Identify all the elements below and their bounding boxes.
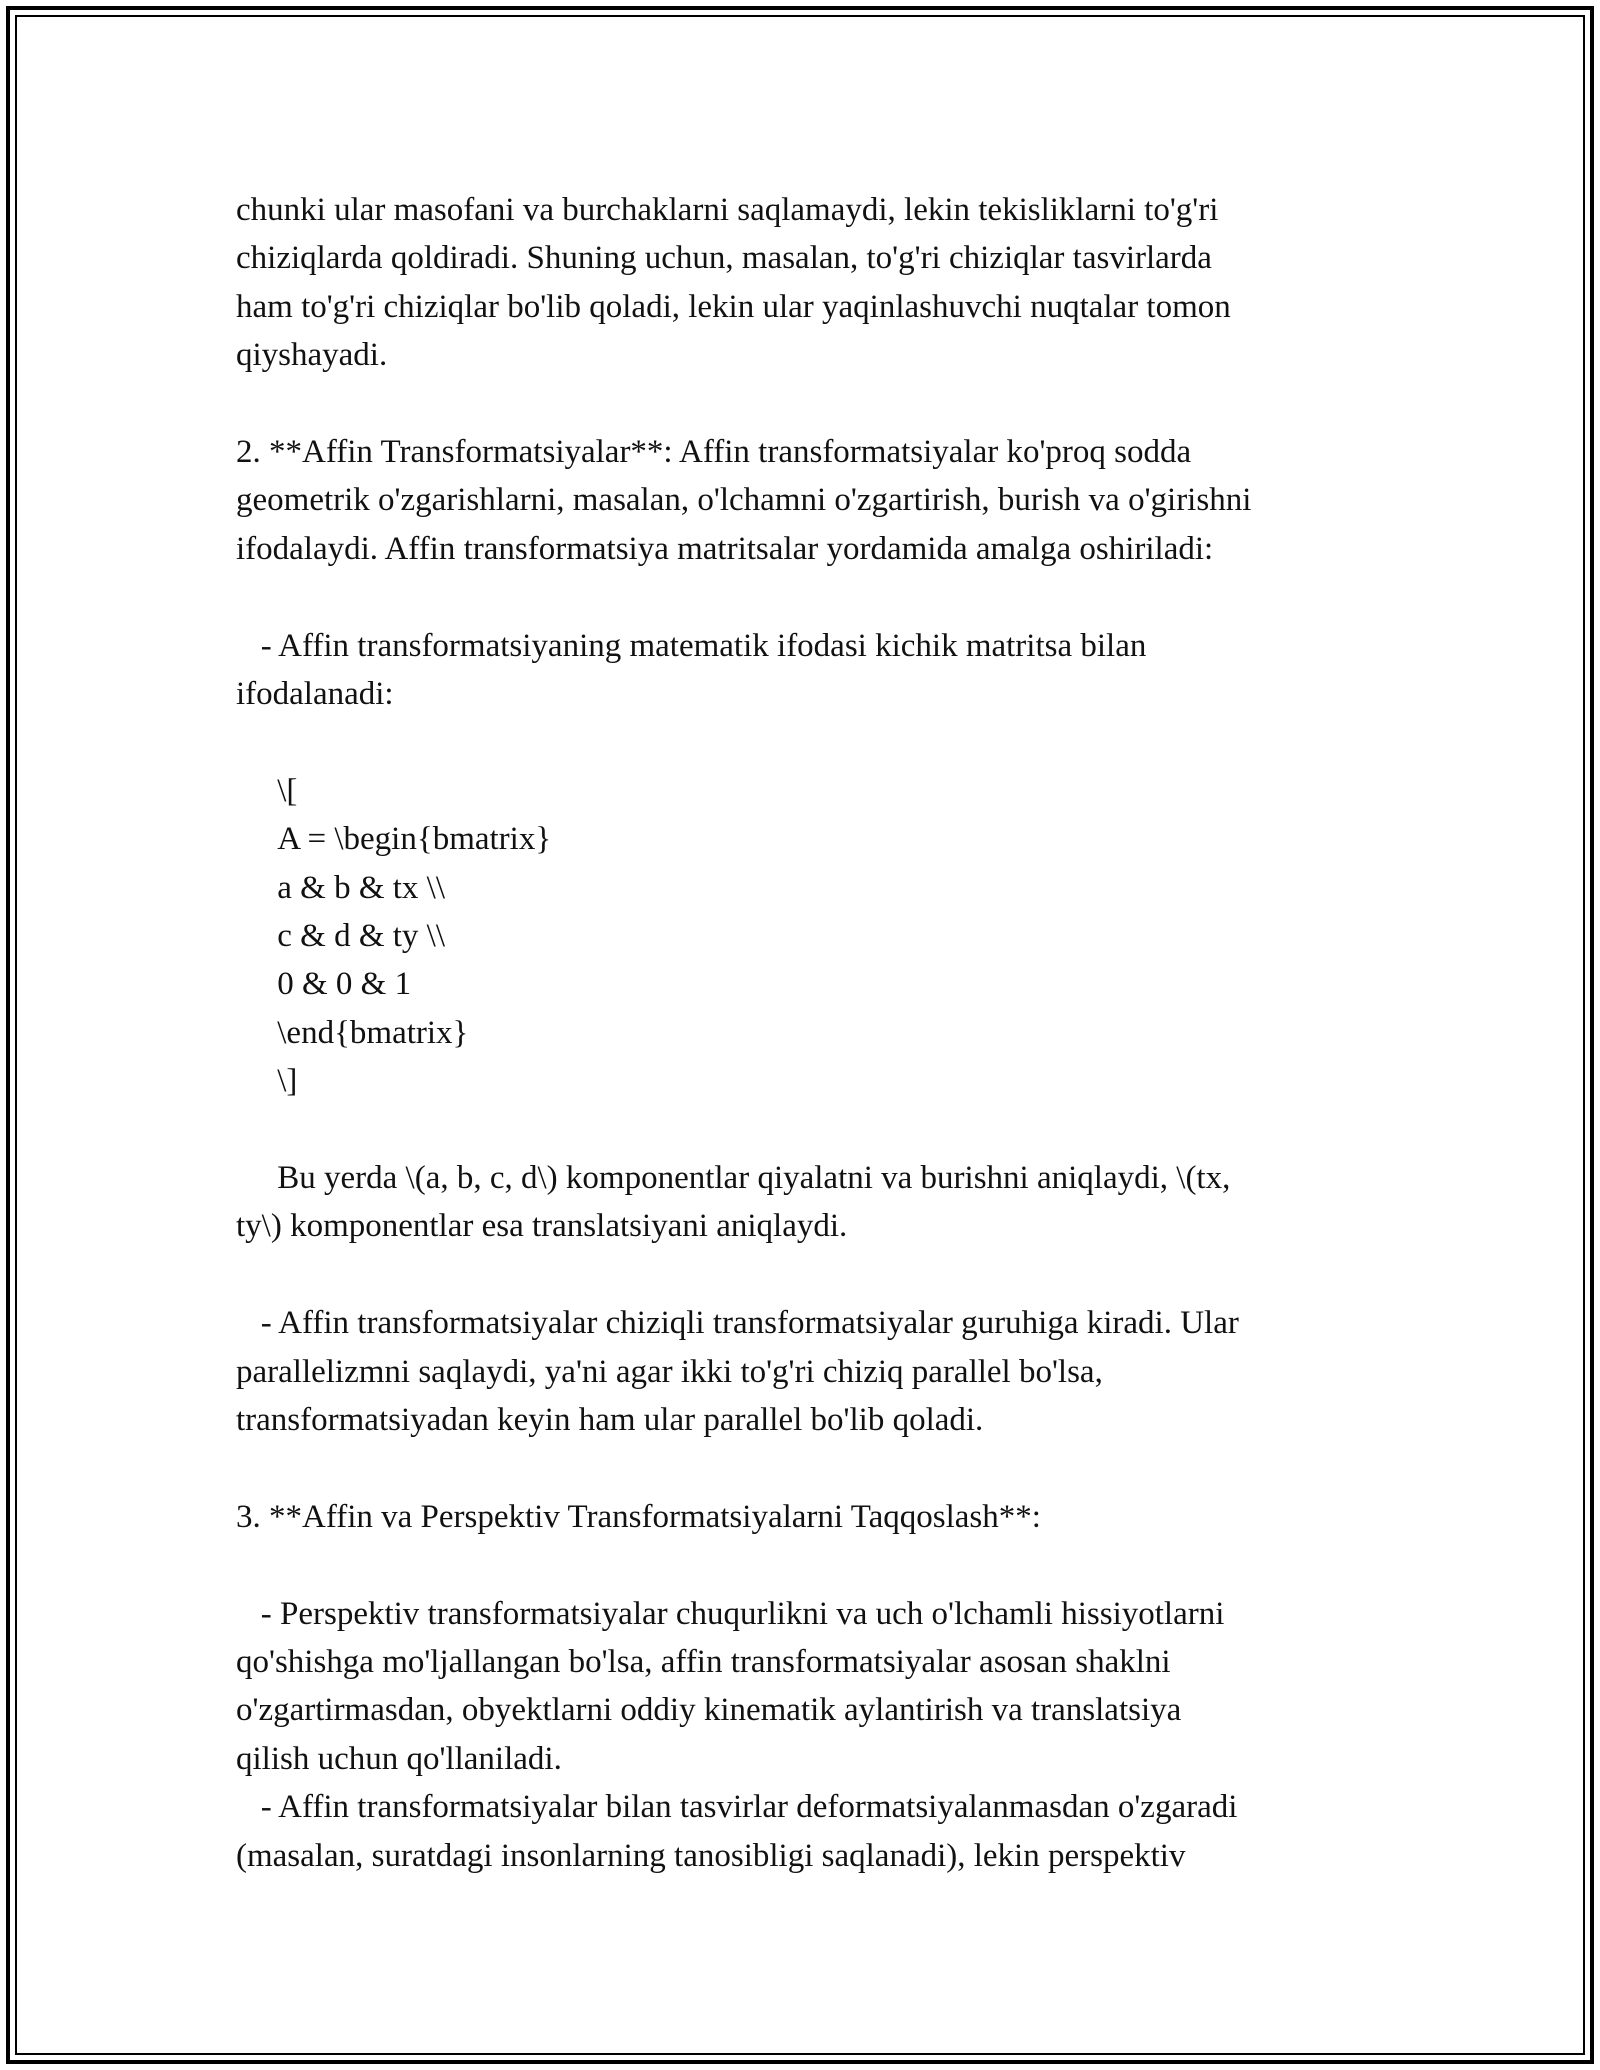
- text-line: parallelizmni saqlaydi, ya'ni agar ikki to'g'ri chiziq parallel bo'lsa,: [236, 1353, 1103, 1390]
- text-line: 0 & 0 & 1: [236, 966, 412, 1003]
- text-line: (masalan, suratdagi insonlarning tanosibligi saqlanadi), lekin perspektiv: [236, 1837, 1186, 1874]
- blank-line: [236, 1106, 1386, 1154]
- text-line: ty\) komponentlar esa translatsiyani aniqlaydi.: [236, 1208, 848, 1245]
- text-line: geometrik o'zgarishlarni, masalan, o'lchamni o'zgartirish, burish va o'girishni: [236, 482, 1252, 519]
- text-line: qiyshayadi.: [236, 337, 388, 374]
- blank-line: [236, 573, 1386, 621]
- text-line: chiziqlarda qoldiradi. Shuning uchun, masalan, to'g'ri chiziqlar tasvirlarda: [236, 240, 1212, 277]
- blank-line: [236, 1541, 1386, 1589]
- text-line: - Affin transformatsiyaning matematik ifodasi kichik matritsa bilan: [236, 627, 1147, 664]
- text-line: a & b & tx \\: [236, 869, 445, 906]
- text-line: - Affin transformatsiyalar chiziqli transformatsiyalar guruhiga kiradi. Ular: [236, 1305, 1239, 1342]
- text-line: chunki ular masofani va burchaklarni saqlamaydi, lekin tekisliklarni to'g'ri: [236, 192, 1219, 228]
- blank-line: [236, 1251, 1386, 1299]
- text-line: c & d & ty \\: [236, 918, 445, 955]
- text-line: o'zgartirmasdan, obyektlarni oddiy kinematik aylantirish va translatsiya: [236, 1692, 1182, 1729]
- text-line: qo'shishga mo'ljallangan bo'lsa, affin transformatsiyalar asosan shaklni: [236, 1644, 1171, 1681]
- blank-line: [236, 718, 1386, 766]
- text-line: 2. **Affin Transformatsiyalar**: Affin transformatsiyalar ko'proq sodda: [236, 434, 1192, 471]
- text-line: 3. **Affin va Perspektiv Transformatsiyalarni Taqqoslash**:: [236, 1498, 1041, 1535]
- text-line: ifodalaydi. Affin transformatsiya matritsalar yordamida amalga oshiriladi:: [236, 530, 1214, 567]
- text-line: \end{bmatrix}: [236, 1014, 469, 1051]
- text-line: ifodalanadi:: [236, 676, 394, 713]
- text-line: \[: [236, 772, 298, 809]
- blank-line: [236, 1444, 1386, 1492]
- text-line: qilish uchun qo'llaniladi.: [236, 1740, 562, 1777]
- document-body: [236, 186, 1386, 1880]
- text-line: transformatsiyadan keyin ham ular parallel bo'lib qoladi.: [236, 1402, 984, 1439]
- text-line: - Affin transformatsiyalar bilan tasvirlar deformatsiyalanmasdan o'zgaradi: [236, 1789, 1238, 1826]
- text-line: Bu yerda \(a, b, c, d\) komponentlar qiyalatni va burishni aniqlaydi, \(tx,: [236, 1160, 1231, 1197]
- text-line: ham to'g'ri chiziqlar bo'lib qoladi, lekin ular yaqinlashuvchi nuqtalar tomon: [236, 288, 1231, 325]
- blank-line: [236, 380, 1386, 428]
- text-line: A = \begin{bmatrix}: [236, 821, 552, 858]
- text-line: \]: [236, 1063, 298, 1100]
- text-line: - Perspektiv transformatsiyalar chuqurlikni va uch o'lchamli hissiyotlarni: [236, 1595, 1225, 1632]
